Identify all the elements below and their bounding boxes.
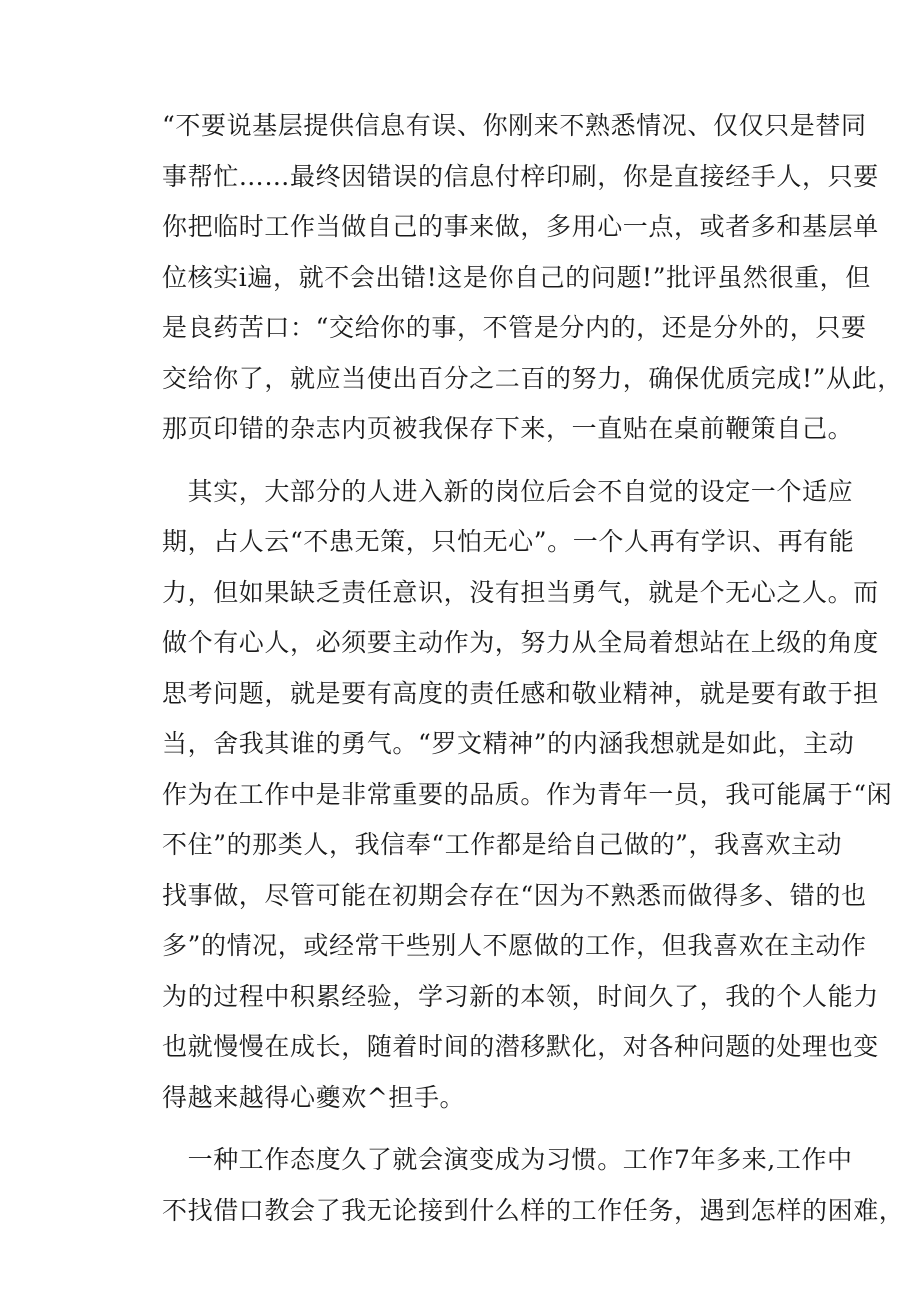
text-line: 当，舍我其谁的勇气。“罗文精神”的内涵我想就是如此，主动 (162, 729, 855, 758)
paragraph-2 (162, 467, 893, 1124)
text-line: “不要说基层提供信息有误、你刚来不熟悉情况、仅仅只是替同 (162, 111, 867, 140)
text-line: 也就慢慢在成长，随着时间的潜移默化，对各种问题的处理也变 (162, 1032, 879, 1061)
text-line: 你把临时工作当做自己的事来做，多用心一点，或者多和基层单 (162, 212, 879, 241)
text-line: 一种工作态度久了就会演变成为习惯。工作7年多来,工作中 (162, 1145, 853, 1174)
text-line: 其实，大部分的人进入新的岗位后会不自觉的设定一个适应 (162, 476, 854, 506)
text-line: 得越来越得心夔欢^担手。 (162, 1082, 466, 1112)
paragraph-1 (162, 101, 903, 455)
text-line: 那页印错的杂志内页被我保存下来，一直贴在桌前鞭策自己。 (162, 414, 854, 443)
text-line: 是良药苦口：“交给你的事，不管是分内的，还是分外的，只要 (162, 313, 867, 342)
text-line: 不找借口教会了我无论接到什么样的工作任务，遇到怎样的困难， (162, 1195, 905, 1225)
text-line: 力，但如果缺乏责任意识，没有担当勇气，就是个无心之人。而 (162, 577, 879, 607)
text-line: 不住”的那类人，我信奉“工作都是给自己做的”，我喜欢主动 (162, 830, 843, 859)
text-line: 找事做，尽管可能在初期会存在“因为不熟悉而做得多、错的也 (162, 880, 867, 910)
text-line: 多”的情况，或经常干些别人不愿做的工作，但我喜欢在主动作 (162, 931, 867, 960)
text-line: 作为在工作中是非常重要的品质。作为青年一员，我可能属于“闲 (162, 779, 893, 809)
text-line: 做个有心人，必须要主动作为，努力从全局着想站在上级的角度 (162, 628, 879, 657)
text-line: 位核实i遍，就不会出错!这是你自己的问题!”批评虽然很重，但 (162, 262, 871, 292)
text-line: 交给你了，就应当使出百分之二百的努力，确保优质完成!”从此， (162, 363, 903, 393)
text-line: 为的过程中积累经验，学习新的本领，时间久了，我的个人能力 (162, 981, 879, 1011)
text-line: 事帮忙……最终因错误的信息付梓印刷，你是直接经手人，只要 (162, 161, 879, 191)
body-text (162, 101, 905, 1248)
paragraph-3 (162, 1135, 905, 1236)
text-line: 期，占人云“不患无策，只怕无心”。一个人再有学识、再有能 (162, 527, 855, 556)
text-line: 思考问题，就是要有高度的责任感和敬业精神，就是要有敢于担 (162, 678, 879, 708)
